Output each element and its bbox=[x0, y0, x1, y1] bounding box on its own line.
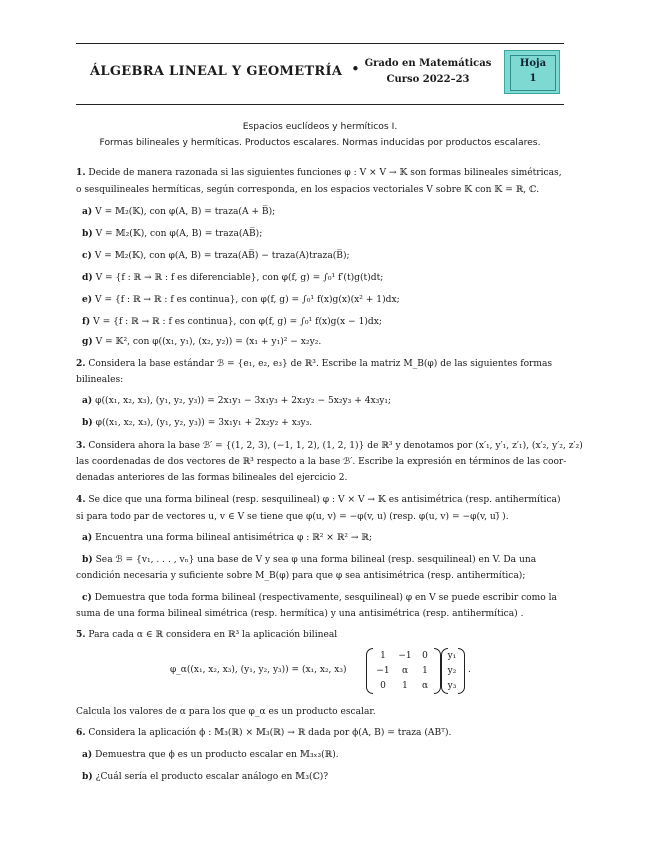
item-text: Encuentra una forma bilineal antisimétrica φ : ℝ² × ℝ² → ℝ; bbox=[95, 533, 373, 543]
item-label: b) bbox=[82, 554, 93, 565]
exercise-6-item-a bbox=[82, 749, 566, 761]
degree-name: Grado en Matemáticas bbox=[364, 58, 492, 69]
item-label: d) bbox=[82, 272, 93, 283]
item-text: φ((x₁, x₂, x₃), (y₁, y₂, y₃)) = 2x₁y₁ − 3x₁y₃ + 2x₂y₂ − 5x₂y₃ + 4x₃y₁; bbox=[95, 396, 392, 406]
exercise-4-line-a bbox=[76, 494, 566, 506]
academic-year: Curso 2022–23 bbox=[386, 74, 470, 85]
exercise-text: Considera la base estándar ℬ = {e₁, e₂, e₃} de ℝ³. Escribe la matriz M_B(φ) de las siguientes formas bbox=[88, 359, 553, 369]
matrix-cell: 1 bbox=[380, 651, 386, 661]
header-bullet: • bbox=[351, 60, 360, 78]
matrix-cell: −1 bbox=[398, 651, 412, 661]
exercise-1-intro-a bbox=[76, 167, 566, 179]
exercise-text: Considera ahora la base ℬ′ = {(1, 2, 3), (−1, 1, 2), (1, 2, 1)} de ℝ³ y denotamos por (x′₁, y′₁, z′₁), (x′₂, y′₂, z′₂) bbox=[88, 441, 583, 451]
item-text: V = 𝕄₂(𝕂), con φ(A, B) = traza(A + B̅); bbox=[95, 207, 276, 217]
exercise-text: Para cada α ∈ ℝ considera en ℝ³ la aplicación bilineal bbox=[88, 630, 338, 640]
exercise-number: 1. bbox=[76, 167, 86, 178]
topic-subtitle: Formas bilineales y hermíticas. Productos escalares. Normas inducidas por productos escalares. bbox=[99, 137, 541, 148]
exercise-2-item-b bbox=[82, 417, 566, 429]
exercise-6-item-b bbox=[82, 771, 566, 783]
exercise-text: Considera la aplicación ϕ : 𝕄₃(ℝ) × 𝕄₃(ℝ) → ℝ dada por ϕ(A, B) = traza (ABᵀ). bbox=[88, 728, 452, 738]
exercise-number: 3. bbox=[76, 440, 86, 451]
item-text: Sea ℬ = {v₁, . . . , vₙ} una base de V y sea φ una forma bilineal (resp. sesquilineal) en V. Da una bbox=[95, 555, 537, 565]
matrix-cell: 0 bbox=[422, 651, 428, 661]
item-label: a) bbox=[82, 395, 93, 406]
item-text: V = {f : ℝ → ℝ : f es continua}, con φ(f, g) = ∫₀¹ f(x)g(x)(x² + 1)dx; bbox=[95, 295, 400, 305]
exercise-4-item-b-line-a bbox=[82, 554, 566, 566]
exercise-3-line-b: las coordenadas de dos vectores de ℝ³ respecto a la base ℬ′. Escribe la expresión en términos de las coor- bbox=[76, 457, 567, 467]
item-label: a) bbox=[82, 206, 93, 217]
exercise-4-item-c-line-b: suma de una forma bilineal simétrica (resp. hermítica) y una antisimétrica (resp. antihermítica) . bbox=[76, 609, 524, 619]
matrix-cell: 0 bbox=[380, 681, 386, 691]
item-text: V = 𝕄₂(𝕂), con φ(A, B) = traza(AB̅); bbox=[95, 229, 263, 239]
exercise-2-item-a bbox=[82, 395, 566, 407]
item-text: V = {f : ℝ → ℝ : f es diferenciable}, con φ(f, g) = ∫₀¹ f′(t)g(t)dt; bbox=[95, 273, 384, 283]
exercise-1-item-c bbox=[82, 250, 566, 262]
item-label: a) bbox=[82, 749, 93, 760]
vector-cell: y₁ bbox=[447, 651, 457, 661]
exercise-2-intro-b: bilineales: bbox=[76, 375, 124, 385]
sheet-badge-inner bbox=[510, 55, 556, 91]
matrix-cell: 1 bbox=[402, 681, 408, 691]
item-text: Demuestra que ϕ es un producto escalar en 𝕄₃ₓ₃(ℝ). bbox=[95, 750, 339, 760]
item-text: Demuestra que toda forma bilineal (respectivamente, sesquilineal) φ en V se puede escribir como la bbox=[94, 593, 557, 603]
matrix-cell: α bbox=[401, 666, 409, 676]
item-text: V = 𝕄₂(𝕂), con φ(A, B) = traza(AB̅) − traza(A)traza(B̅); bbox=[94, 251, 350, 261]
matrix-cell: −1 bbox=[376, 666, 390, 676]
sheet-number: 1 bbox=[529, 73, 537, 84]
item-label: c) bbox=[82, 250, 92, 261]
exercise-1-item-a bbox=[82, 206, 566, 218]
exercise-number: 4. bbox=[76, 494, 86, 505]
exercise-1-item-b bbox=[82, 228, 566, 240]
item-label: f) bbox=[82, 316, 91, 327]
course-title: ÁLGEBRA LINEAL Y GEOMETRÍA bbox=[90, 64, 343, 79]
exercise-number: 2. bbox=[76, 358, 86, 369]
matrix-right-paren bbox=[434, 648, 441, 694]
exercise-2-intro-a bbox=[76, 358, 566, 370]
header-rule-bottom bbox=[76, 104, 564, 105]
vector-cell: y₃ bbox=[447, 681, 457, 691]
matrix-cell: 1 bbox=[422, 666, 428, 676]
item-text: φ((x₁, x₂, x₃), (y₁, y₂, y₃)) = 3x₁y₁ + 2x₂y₂ + x₃y₃. bbox=[95, 418, 313, 428]
exercise-1-item-f bbox=[82, 316, 566, 328]
item-label: b) bbox=[82, 228, 93, 239]
item-label: b) bbox=[82, 771, 93, 782]
exercise-5-question: Calcula los valores de α para los que φ_α es un producto escalar. bbox=[76, 707, 376, 717]
exercise-1-item-d bbox=[82, 272, 566, 284]
exercise-number: 5. bbox=[76, 629, 86, 640]
exercise-1-intro-b: o sesquilineales hermíticas, según corresponda, en los espacios vectoriales V sobre 𝕂 con 𝕂 = ℝ, ℂ. bbox=[76, 185, 540, 195]
exercise-3-line-c: denadas anteriores de las formas bilineales del ejercicio 2. bbox=[76, 473, 348, 483]
degree-info bbox=[358, 56, 498, 88]
exercise-5-intro bbox=[76, 629, 566, 641]
exercise-4-item-b-line-b: condición necesaria y suficiente sobre M_B(φ) para que φ sea antisimétrica (resp. antihermítica); bbox=[76, 571, 526, 581]
vector-cell: y₂ bbox=[447, 666, 457, 676]
item-label: c) bbox=[82, 592, 92, 603]
item-text: V = 𝕂², con φ((x₁, y₁), (x₂, y₂)) = (x₁ + y₁)² − x₂y₂. bbox=[95, 337, 322, 347]
matrix-cell: α bbox=[421, 681, 429, 691]
exercise-6-intro bbox=[76, 727, 566, 739]
header-rule-top bbox=[76, 43, 564, 44]
exercise-3-line-a bbox=[76, 440, 583, 452]
phi-alpha-expression: φ_α((x₁, x₂, x₃), (y₁, y₂, y₃)) = (x₁, x₂, x₃) bbox=[170, 665, 347, 675]
expression-end-dot: . bbox=[468, 665, 471, 675]
exercise-text: Decide de manera razonada si las siguientes funciones φ : V × V → 𝕂 son formas bilineales simétricas, bbox=[88, 168, 562, 178]
sheet-badge bbox=[504, 50, 560, 94]
exercise-4-item-a bbox=[82, 532, 566, 544]
exercise-number: 6. bbox=[76, 727, 86, 738]
item-label: g) bbox=[82, 336, 93, 347]
exercise-4-item-c-line-a bbox=[82, 592, 566, 604]
exercise-1-item-e bbox=[82, 294, 566, 306]
item-label: b) bbox=[82, 417, 93, 428]
exercise-4-line-b: si para todo par de vectores u, v ∈ V se tiene que φ(u, v) = −φ(v, u) (resp. φ(u, v) = −φ(v, u)̅ ). bbox=[76, 512, 509, 522]
exercise-1-item-g bbox=[82, 336, 566, 348]
coefficient-matrix bbox=[372, 650, 434, 692]
topic-title: Espacios euclídeos y hermíticos I. bbox=[242, 121, 398, 132]
sheet-label: Hoja bbox=[519, 58, 547, 69]
exercise-text: Se dice que una forma bilineal (resp. sesquilineal) φ : V × V → 𝕂 es antisimétrica (resp. antihermítica) bbox=[88, 495, 561, 505]
item-label: e) bbox=[82, 294, 93, 305]
item-label: a) bbox=[82, 532, 93, 543]
vector-right-paren bbox=[458, 648, 465, 694]
item-text: V = {f : ℝ → ℝ : f es continua}, con φ(f, g) = ∫₀¹ f(x)g(x − 1)dx; bbox=[93, 317, 382, 327]
item-text: ¿Cuál sería el producto escalar análogo en 𝕄₃(ℂ)? bbox=[95, 772, 329, 782]
